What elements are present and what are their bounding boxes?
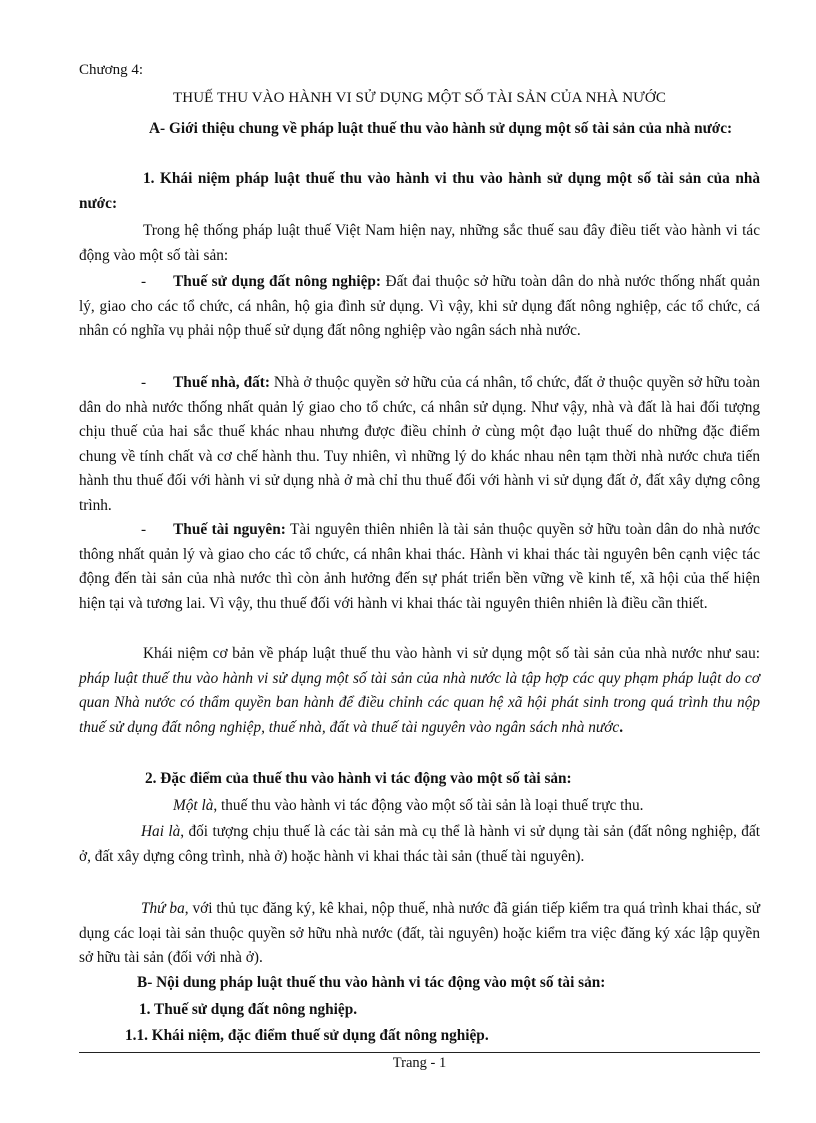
feature-label: Một là <box>173 797 214 814</box>
section-a-heading: A- Giới thiệu chung về pháp luật thuế thu vào hành sử dụng một số tài sản của nhà nước: <box>149 120 733 137</box>
feature-text: , thuế thu vào hành vi tác động vào một số tài sản là loại thuế trực thu. <box>213 797 644 814</box>
section-b1-heading: 1. Thuế sử dụng đất nông nghiệp. <box>139 1001 358 1018</box>
definition-lead: Khái niệm cơ bản về pháp luật thuế thu vào hành vi sử dụng một số tài sản của nhà nước như sau: <box>143 645 760 662</box>
section-1-heading: 1. Khái niệm pháp luật thuế thu vào hành vi thu vào hành sử dụng một số tài sản của nhà nước: <box>79 170 760 212</box>
section-b11-heading: 1.1. Khái niệm, đặc điểm thuế sử dụng đất nông nghiệp. <box>125 1027 489 1044</box>
bullet-text: Tài nguyên thiên nhiên là tài sản thuộc quyền sở hữu toàn dân do nhà nước thông nhất quản lý và giao cho các tổ chức, cá nhân khai thác. Hành vi khai thác tài nguyên bên cạnh việc tác động đến tài sản của nhà nước thì còn ảnh hưởng đến sự phát triển bền vững về kinh tế, xã hội của thế hiện hiện tại và tương lai. Vì vậy, thu thuế đối với hành vi khai thác tài nguyên thiên nhiên là điều cần thiết. <box>79 521 760 612</box>
feature-text: , với thủ tục đăng ký, kê khai, nộp thuế, nhà nước đã gián tiếp kiểm tra quá trình khai thác, sử dụng các loại tài sản thuộc quyền sở hữu nhà nước (đất, tài nguyên) hoặc kiểm tra việc đăng ký xác lập quyền sở hữu tài sản (đối với nhà ở). <box>79 900 760 966</box>
paragraph-intro: Trong hệ thống pháp luật thuế Việt Nam hiện nay, những sắc thuế sau đây điều tiết vào hành vi tác động vào một số tài sản: <box>79 222 760 264</box>
page-number: Trang - 1 <box>392 1055 447 1071</box>
footer-divider <box>79 1052 760 1053</box>
bullet-term: Thuế sử dụng đất nông nghiệp: <box>173 273 381 290</box>
paragraph-definition <box>79 642 760 740</box>
feature-three <box>79 897 760 971</box>
bullet-text: Nhà ở thuộc quyền sở hữu của cá nhân, tổ chức, đất ở thuộc quyền sở hữu toàn dân do nhà nước thống nhất quản lý giao cho tổ chức, cá nhân sử dụng. Như vậy, nhà và đất là hai đối tượng chịu thuế của hai sắc thuế khác nhau nhưng được điều chỉnh ở cùng một đạo luật thuế do những đặc điểm chung về tính chất và cơ chế hành thu. Tuy nhiên, vì những lý do khác nhau nên tạm thời nhà nước chưa tiến hành thu thuế đối với hành vi sử dụng nhà ở mà chỉ thu thuế đối với hành vi sử dụng đất ở, đất xây dựng công trình. <box>79 374 761 514</box>
chapter-title: THUẾ THU VÀO HÀNH VI SỬ DỤNG MỘT SỐ TÀI SẢN CỦA NHÀ NƯỚC <box>173 90 666 106</box>
bullet-dash: - <box>141 273 147 290</box>
bullet-land-tax <box>79 270 760 344</box>
definition-end: . <box>619 718 624 736</box>
bullet-house-land-tax <box>79 371 760 518</box>
section-b-heading: B- Nội dung pháp luật thuế thu vào hành vi tác động vào một số tài sản: <box>137 974 606 991</box>
bullet-text: Đất đai thuộc sở hữu toàn dân do nhà nước thống nhất quản lý, giao cho các tổ chức, cá nhân, hộ gia đình sử dụng. Vì vậy, khi sử dụng đất nông nghiệp, các tổ chức, cá nhân có nghĩa vụ phải nộp thuế sử dụng đất nông nghiệp vào ngân sách nhà nước. <box>79 273 760 339</box>
feature-two <box>79 820 760 869</box>
feature-text: , đối tượng chịu thuế là các tài sản mà cụ thể là hành vi sử dụng tài sản (đất nông nghiệp, đất ở, đất xây dựng công trình, nhà ở) hoặc hành vi khai thác tài sản (thuế tài nguyên). <box>79 823 760 865</box>
section-2-heading: 2. Đặc điểm của thuế thu vào hành vi tác động vào một số tài sản: <box>145 770 572 787</box>
bullet-dash: - <box>141 521 147 538</box>
bullet-resource-tax <box>79 518 760 616</box>
feature-label: Thứ ba <box>141 900 185 917</box>
bullet-term: Thuế nhà, đất: <box>173 374 270 391</box>
feature-one <box>79 794 760 819</box>
bullet-term: Thuế tài nguyên: <box>173 521 286 538</box>
bullet-dash: - <box>141 374 147 391</box>
chapter-label: Chương 4: <box>79 62 143 78</box>
feature-label: Hai là <box>141 823 181 840</box>
definition-italic: pháp luật thuế thu vào hành vi sử dụng một số tài sản của nhà nước là tập hợp các quy phạm pháp luật do cơ quan Nhà nước có thẩm quyền ban hành để điều chỉnh các quan hệ xã hội phát sinh trong quá trình thu nộp thuế sử dụng đất nông nghiệp, thuế nhà, đất và thuế tài nguyên vào ngân sách nhà nước <box>79 669 760 736</box>
